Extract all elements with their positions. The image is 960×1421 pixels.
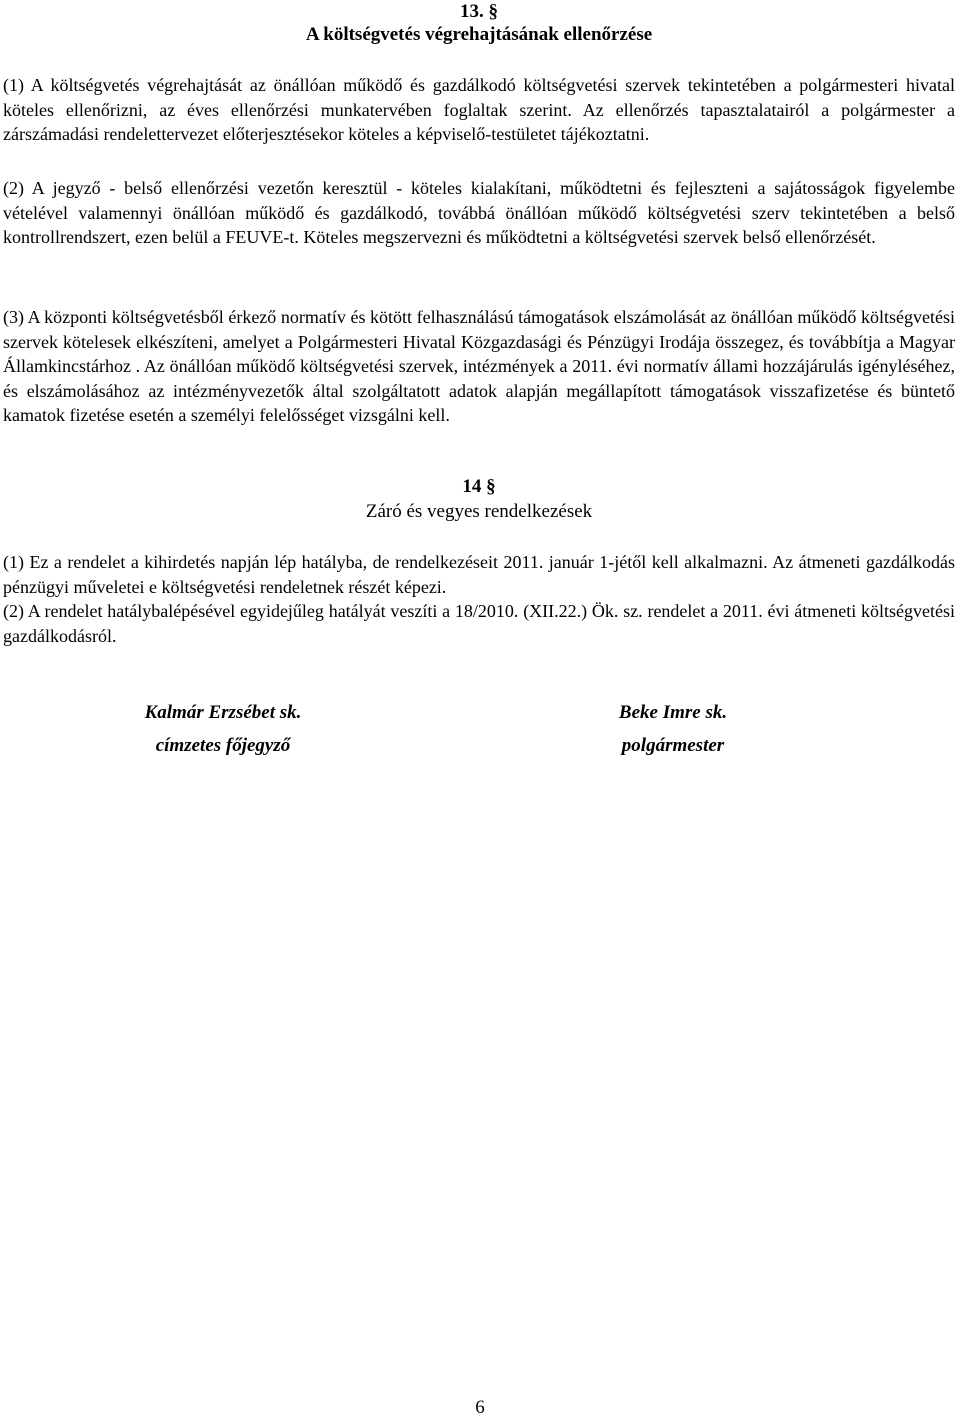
section-13-paragraph-3: (3) A központi költségvetésből érkező normatív és kötött felhasználású támogatások elszámolását az önállóan működő költségvetési szervek kötelesek elkészíteni, amelyet a Polgármesteri Hivatal Közgazdasági és Pénzügyi Irodája összegez, és továbbítja a Magyar Államkincstárhoz . Az önállóan működő költségvetési szervek, intézmények a 2011. évi normatív állami hozzájárulás igényléséhez, és elszámolásához az intézményvezetők által szolgáltatott adatok alapján megállapított támogatások visszafizetése és büntető kamatok fizetése esetén a személyi felelősséget vizsgálni kell. <box>3 307 955 425</box>
section-14-paragraph-1: (1) Ez a rendelet a kihirdetés napján lép hatályba, de rendelkezéseit 2011. január 1-jétől kell alkalmazni. Az átmeneti gazdálkodás pénzügyi műveletei e költségvetési rendeletnek részét képezi. <box>3 552 955 597</box>
signature-left-name: Kalmár Erzsébet sk. <box>144 702 302 723</box>
page-number: 6 <box>475 1397 485 1418</box>
section-13-title: A költségvetés végrehajtásának ellenőrzése <box>305 24 653 45</box>
section-14-paragraph-2: (2) A rendelet hatálybalépésével egyidejűleg hatályát veszíti a 18/2010. (XII.22.) Ök. sz. rendelet a 2011. évi átmeneti költségvetési gazdálkodásról. <box>3 601 955 646</box>
section-13-paragraph-2: (2) A jegyző - belső ellenőrzési vezetőn keresztül - köteles kialakítani, működtetni és fejleszteni a sajátosságok figyelembe vételével valamennyi önállóan működő és gazdálkodó, továbbá önállóan működő költségvetési szerv tekintetében a belső kontrollrendszert, ezen belül a FEUVE-t. Köteles megszervezni és működtetni a költségvetési szervek belső ellenőrzését. <box>3 178 955 247</box>
signature-right-name: Beke Imre sk. <box>618 702 728 723</box>
section-13-number: 13. § <box>460 1 498 22</box>
signature-right-title: polgármester <box>621 735 725 756</box>
section-13-paragraph-1: (1) A költségvetés végrehajtását az önállóan működő és gazdálkodó költségvetési szervek tekintetében a polgármesteri hivatal köteles ellenőrizni, az éves ellenőrzési munkatervében foglaltak szerint. Az ellenőrzés tapasztalatairól a polgármester a zárszámadási rendelettervezet előterjesztésekor köteles a képviselő-testületet tájékoztatni. <box>3 75 955 144</box>
signature-left-title: címzetes főjegyző <box>155 735 291 756</box>
section-14-title: Záró és vegyes rendelkezések <box>365 501 593 522</box>
section-14-number: 14 § <box>462 476 496 497</box>
